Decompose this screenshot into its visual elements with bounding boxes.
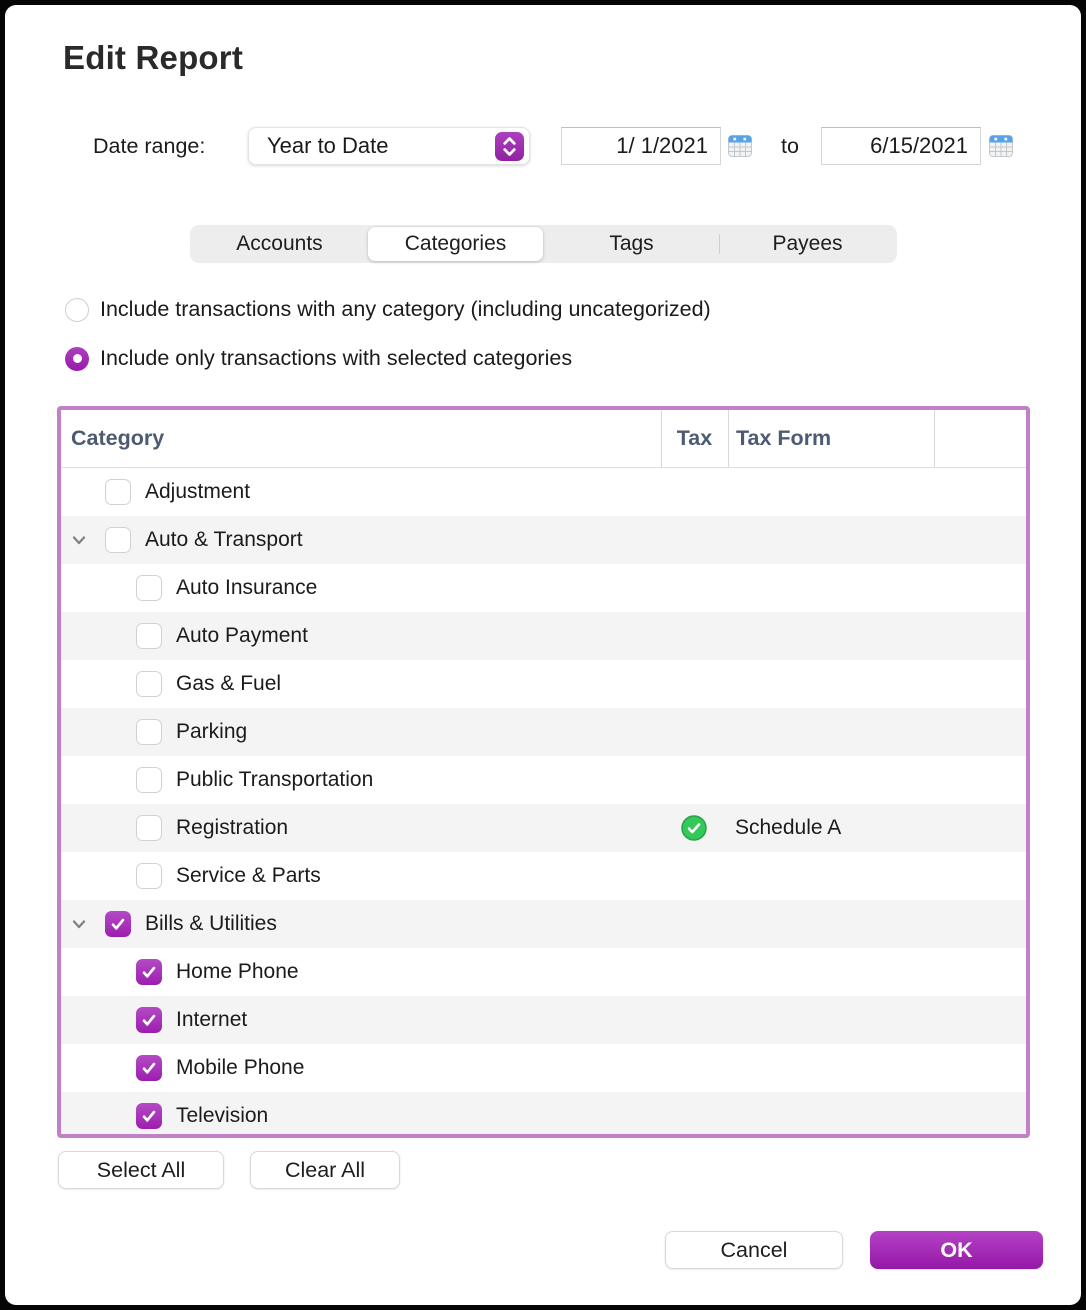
date-range-label: Date range: <box>93 133 206 158</box>
checkbox[interactable] <box>136 671 162 697</box>
clear-all-label: Clear All <box>284 1157 366 1182</box>
checkbox[interactable] <box>136 1055 162 1081</box>
checkbox[interactable] <box>105 527 131 553</box>
row-label: Bills & Utilities <box>145 912 277 935</box>
row-label: Public Transportation <box>176 768 374 791</box>
tab-label: Categories <box>404 232 507 255</box>
table-row[interactable] <box>61 948 1026 996</box>
ok-button[interactable] <box>870 1231 1043 1269</box>
end-date-value: 6/15/2021 <box>870 133 968 158</box>
row-label: Internet <box>176 1008 248 1031</box>
row-label: Mobile Phone <box>176 1056 305 1079</box>
calendar-icon[interactable] <box>728 134 752 158</box>
start-date-value: 1/ 1/2021 <box>616 133 708 158</box>
date-range-dropdown[interactable] <box>248 127 530 165</box>
table-row[interactable] <box>61 900 1026 948</box>
tax-form-label: Schedule A <box>735 816 842 839</box>
radio-icon[interactable] <box>65 298 89 322</box>
tab-categories[interactable] <box>368 227 543 261</box>
chevron-slot <box>69 1105 105 1127</box>
chevron-slot <box>69 577 105 599</box>
chevron-down-icon[interactable] <box>69 529 105 551</box>
edit-report-dialog <box>5 5 1081 1305</box>
table-row[interactable] <box>61 1092 1026 1138</box>
chevron-slot <box>69 673 105 695</box>
tab-label: Tags <box>609 232 654 255</box>
tab-label: Accounts <box>236 232 323 255</box>
radio-option[interactable] <box>65 346 711 371</box>
chevron-slot <box>69 1009 105 1031</box>
checkbox[interactable] <box>136 959 162 985</box>
chevron-slot <box>69 481 105 503</box>
checkbox[interactable] <box>136 815 162 841</box>
row-label: Auto & Transport <box>145 528 303 551</box>
checkbox[interactable] <box>136 719 162 745</box>
chevron-slot <box>69 721 105 743</box>
row-label: Television <box>176 1104 269 1127</box>
checkbox[interactable] <box>136 1103 162 1129</box>
table-row[interactable] <box>61 612 1026 660</box>
tab-label: Payees <box>772 232 843 255</box>
table-row[interactable] <box>61 468 1026 516</box>
column-header-tax-form[interactable]: Tax Form <box>736 426 832 450</box>
calendar-icon[interactable] <box>989 134 1013 158</box>
table-row[interactable] <box>61 996 1026 1044</box>
table-row[interactable] <box>61 708 1026 756</box>
checkbox[interactable] <box>105 911 131 937</box>
chevron-slot <box>69 625 105 647</box>
tab-accounts[interactable] <box>192 227 367 261</box>
tax-check-icon <box>681 815 707 841</box>
start-date-field[interactable] <box>561 127 721 165</box>
dialog-title: Edit Report <box>63 39 244 76</box>
table-row[interactable] <box>61 660 1026 708</box>
filter-segmented-control <box>190 225 897 263</box>
table-row[interactable] <box>61 804 1026 852</box>
checkbox[interactable] <box>136 767 162 793</box>
column-divider <box>934 410 935 467</box>
checkbox[interactable] <box>105 479 131 505</box>
date-range-value: Year to Date <box>267 133 389 158</box>
checkbox[interactable] <box>136 863 162 889</box>
category-filter-radios <box>65 297 711 371</box>
category-table <box>57 406 1030 1138</box>
radio-icon[interactable] <box>65 347 89 371</box>
chevron-slot <box>69 865 105 887</box>
checkbox[interactable] <box>136 575 162 601</box>
radio-dot <box>73 354 82 363</box>
column-header-tax[interactable]: Tax <box>676 426 713 450</box>
checkbox[interactable] <box>136 623 162 649</box>
row-label: Adjustment <box>145 480 251 503</box>
row-label: Gas & Fuel <box>176 672 282 695</box>
radio-label: Include transactions with any category (including uncategorized) <box>100 297 711 321</box>
row-label: Auto Payment <box>176 624 308 647</box>
cancel-button[interactable] <box>665 1231 843 1269</box>
row-label: Parking <box>176 720 248 743</box>
dropdown-stepper-icon <box>495 132 524 161</box>
chevron-slot <box>69 961 105 983</box>
checkbox[interactable] <box>136 1007 162 1033</box>
tab-payees[interactable] <box>720 227 895 261</box>
row-label: Registration <box>176 816 289 839</box>
chevron-down-icon[interactable] <box>69 913 105 935</box>
ok-label: OK <box>940 1237 973 1262</box>
end-date-field[interactable] <box>821 127 981 165</box>
select-all-label: Select All <box>96 1157 186 1182</box>
select-all-button[interactable] <box>58 1151 224 1189</box>
chevron-slot <box>69 1057 105 1079</box>
row-label: Auto Insurance <box>176 576 318 599</box>
table-row[interactable] <box>61 756 1026 804</box>
column-divider <box>728 410 729 467</box>
clear-all-button[interactable] <box>250 1151 400 1189</box>
row-label: Home Phone <box>176 960 299 983</box>
table-row[interactable] <box>61 564 1026 612</box>
date-range-to-label: to <box>781 133 799 158</box>
table-row[interactable] <box>61 852 1026 900</box>
table-row[interactable] <box>61 516 1026 564</box>
row-label: Service & Parts <box>176 864 321 887</box>
table-body <box>61 468 1026 1138</box>
radio-label: Include only transactions with selected categories <box>100 346 573 370</box>
chevron-slot <box>69 817 105 839</box>
tab-tags[interactable] <box>544 227 719 261</box>
column-header-category[interactable]: Category <box>71 426 165 450</box>
column-divider <box>661 410 662 467</box>
table-header <box>61 410 1026 468</box>
radio-option[interactable] <box>65 297 711 322</box>
chevron-slot <box>69 769 105 791</box>
cancel-label: Cancel <box>720 1237 788 1262</box>
table-row[interactable] <box>61 1044 1026 1092</box>
